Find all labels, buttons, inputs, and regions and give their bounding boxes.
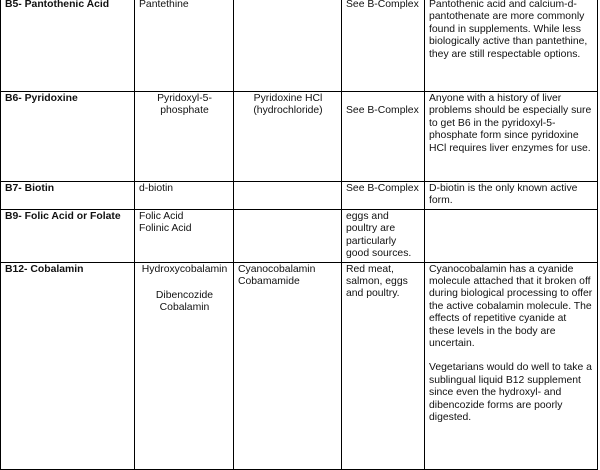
natural-form: Folic Acid	[139, 211, 184, 222]
notes-cell	[425, 92, 598, 182]
table-row	[1, 182, 598, 210]
food-sources-text: See B-Complex	[346, 0, 419, 10]
notes-text: Cyanocobalamin has a cyanide molecule attached that it broken off during biological processing to offer the active cobalamin molecule. The effects of repetitive cyanide at these levels in the body are uncertain.	[429, 263, 593, 350]
natural-form-cell	[135, 210, 234, 263]
synthetic-form-cell	[234, 92, 342, 182]
vitamin-name-cell: B12- Cobalamin	[1, 262, 135, 469]
natural-form-cell	[135, 262, 234, 469]
food-sources-text: Red meat, salmon, eggs and poultry.	[346, 263, 408, 300]
food-sources-cell	[342, 210, 425, 263]
vitamin-name-cell: B7- Biotin	[1, 182, 135, 210]
food-sources-text: eggs and poultry are particularly good sources.	[346, 211, 412, 260]
food-sources-text: See B-Complex	[346, 183, 419, 194]
synthetic-form-cell	[234, 210, 342, 263]
table-row	[1, 92, 598, 182]
synthetic-form-cell	[234, 262, 342, 469]
table-row	[1, 262, 598, 469]
vitamin-name-cell: B6- Pyridoxine	[1, 92, 135, 182]
food-sources-cell	[342, 0, 425, 92]
table-row	[1, 0, 598, 92]
notes-cell	[425, 262, 598, 469]
natural-form: Pyridoxyl-5-phosphate	[157, 93, 212, 117]
natural-form: Pantethine	[139, 0, 189, 10]
notes-text: D-biotin is the only known active form.	[429, 183, 578, 207]
natural-form-cell	[135, 0, 234, 92]
synthetic-form-cell	[234, 0, 342, 92]
natural-form-cell	[135, 92, 234, 182]
notes-cell	[425, 0, 598, 92]
food-sources-cell	[342, 92, 425, 182]
notes-cell	[425, 182, 598, 210]
synthetic-form-cell	[234, 182, 342, 210]
synthetic-form: Pyridoxine HCl (hydrochloride)	[253, 93, 323, 117]
natural-form: Dibencozide Cobalamin	[155, 290, 214, 314]
natural-form: Hydroxycobalamin	[141, 263, 228, 275]
food-sources-cell	[342, 262, 425, 469]
food-sources-cell	[342, 182, 425, 210]
notes-text: Vegetarians would do well to take a sublingual liquid B12 supplement since even the hydroxyl- and dibencozide forms are poorly digested.	[429, 362, 592, 424]
vitamin-name-cell: B9- Folic Acid or Folate	[1, 210, 135, 263]
vitamin-name-cell: B5- Pantothenic Acid	[1, 0, 135, 92]
food-sources-text: See B-Complex	[346, 105, 419, 116]
natural-form: d-biotin	[139, 183, 174, 194]
table-row	[1, 210, 598, 263]
natural-form: Folinic Acid	[139, 223, 192, 235]
natural-form-cell	[135, 182, 234, 210]
notes-text: Anyone with a history of liver problems should be especially sure to get B6 in the pyridoxyl-5-phosphate form since pyridoxine HCl requires liver enzymes for use.	[429, 93, 592, 154]
notes-text: Pantothenic acid and calcium-d-pantothenate are more commonly found in supplements. While less biologically active than pantethine, they are still respectable options.	[429, 0, 588, 60]
notes-cell	[425, 210, 598, 263]
synthetic-form: Cyanocobalamin	[238, 263, 316, 275]
synthetic-form: Cobamamide	[238, 276, 300, 288]
